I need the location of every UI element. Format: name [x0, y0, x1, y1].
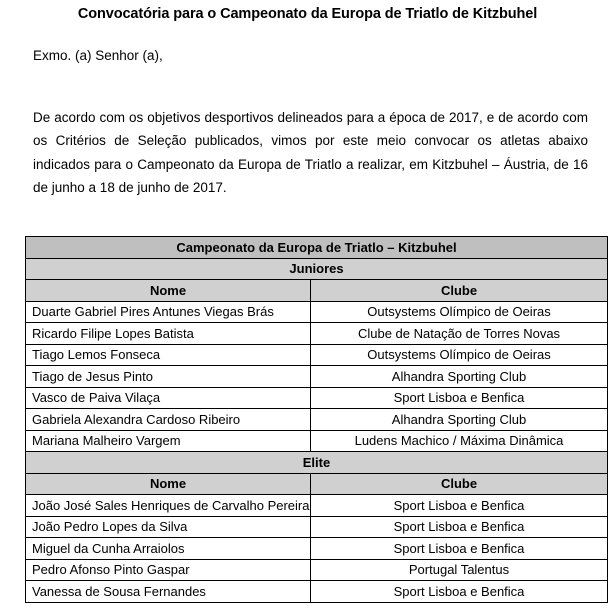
column-header-club: Clube — [311, 473, 608, 495]
athlete-name: Ricardo Filipe Lopes Batista — [26, 323, 311, 345]
intro-paragraph: De acordo com os objetivos desportivos delineados para a época de 2017, e de acordo com os Critérios de Seleção publicados, vimos por este meio convocar os atletas abaixo indicados para o Campeonato da Europa de Triatlo a realizar, em Kitzbuhel – Áustria, de 16 de junho a 18 de junho de 2017. — [33, 110, 588, 195]
athlete-club: Sport Lisboa e Benfica — [311, 495, 608, 517]
table-title: Campeonato da Europa de Triatlo – Kitzbuhel — [26, 237, 608, 259]
table-row — [26, 344, 608, 366]
athlete-name: João Pedro Lopes da Silva — [26, 516, 311, 538]
table-row — [26, 323, 608, 345]
athlete-club: Sport Lisboa e Benfica — [311, 387, 608, 409]
table-row — [26, 581, 608, 603]
athlete-name: João José Sales Henriques de Carvalho Pereira — [26, 495, 311, 517]
athlete-club: Alhandra Sporting Club — [311, 366, 608, 388]
athlete-club: Portugal Talentus — [311, 559, 608, 581]
athlete-club: Outsystems Olímpico de Oeiras — [311, 301, 608, 323]
table-row — [26, 387, 608, 409]
athlete-club: Ludens Machico / Máxima Dinâmica — [311, 430, 608, 452]
athlete-name: Miguel da Cunha Arraiolos — [26, 538, 311, 560]
athlete-club: Outsystems Olímpico de Oeiras — [311, 344, 608, 366]
table-row — [26, 430, 608, 452]
table-row — [26, 301, 608, 323]
column-header-name: Nome — [26, 280, 311, 302]
athlete-name: Vanessa de Sousa Fernandes — [26, 581, 311, 603]
athlete-club: Clube de Natação de Torres Novas — [311, 323, 608, 345]
athlete-name: Tiago de Jesus Pinto — [26, 366, 311, 388]
section-row — [26, 258, 608, 280]
table-row — [26, 409, 608, 431]
document-title: Convocatória para o Campeonato da Europa de Triatlo de Kitzbuhel — [77, 6, 538, 22]
athlete-name: Mariana Malheiro Vargem — [26, 430, 311, 452]
athlete-club: Sport Lisboa e Benfica — [311, 581, 608, 603]
athlete-club: Sport Lisboa e Benfica — [311, 538, 608, 560]
section-label: Juniores — [26, 258, 608, 280]
column-header-row — [26, 280, 608, 302]
athletes-table — [25, 236, 608, 603]
column-header-row — [26, 473, 608, 495]
table-row — [26, 495, 608, 517]
section-label: Elite — [26, 452, 608, 474]
athlete-name: Gabriela Alexandra Cardoso Ribeiro — [26, 409, 311, 431]
athlete-name: Tiago Lemos Fonseca — [26, 344, 311, 366]
section-row — [26, 452, 608, 474]
athletes-table-body — [26, 237, 608, 603]
table-row — [26, 559, 608, 581]
column-header-club: Clube — [311, 280, 608, 302]
table-row — [26, 516, 608, 538]
athlete-club: Alhandra Sporting Club — [311, 409, 608, 431]
athlete-name: Duarte Gabriel Pires Antunes Viegas Brás — [26, 301, 311, 323]
salutation: Exmo. (a) Senhor (a), — [33, 48, 163, 63]
table-title-row — [26, 237, 608, 259]
athlete-club: Sport Lisboa e Benfica — [311, 516, 608, 538]
column-header-name: Nome — [26, 473, 311, 495]
table-row — [26, 538, 608, 560]
athlete-name: Pedro Afonso Pinto Gaspar — [26, 559, 311, 581]
athlete-name: Vasco de Paiva Vilaça — [26, 387, 311, 409]
table-row — [26, 366, 608, 388]
